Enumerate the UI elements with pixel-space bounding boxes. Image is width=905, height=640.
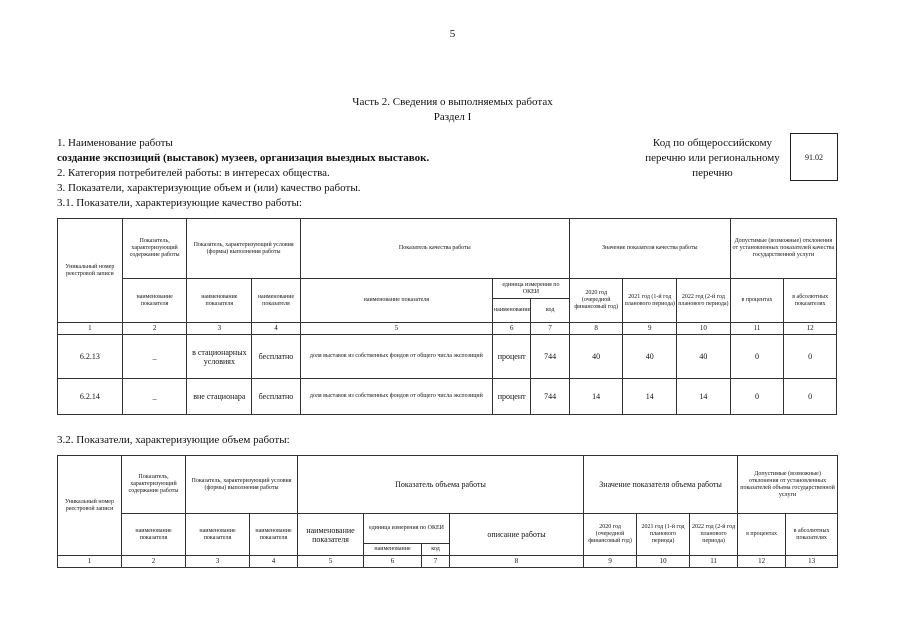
v-h-description: описание работы [450,514,584,556]
q-col-num: 9 [623,323,677,335]
q-col-num: 6 [492,323,530,335]
q-col-num: 10 [677,323,731,335]
code-box [790,133,838,181]
q-cell: 744 [531,379,569,415]
q-h-value: Значение показателя качества работы [569,219,730,279]
v-h-name-ind3: наименование показателя [250,514,298,556]
q-col-num: 12 [784,323,837,335]
q-h-content: Показатель, характеризующий содержание работы [122,219,187,279]
v-col-num: 3 [186,556,250,568]
v-col-num: 2 [122,556,186,568]
q-h-name-ind1: наименование показателя [122,279,187,323]
v-h-content: Показатель, характеризующий содержание работы [122,456,186,514]
work-name-value: создание экспозиций (выставок) музеев, организация выездных выставок. [57,152,430,164]
v-col-num: 13 [786,556,838,568]
q-cell: 0 [784,335,837,379]
page-title [0,95,905,125]
volume-table [57,455,838,568]
v-h-percent: в процентах [738,514,786,556]
code-value: 91.02 [805,152,823,162]
q-col-num: 1 [58,323,123,335]
v-h-volume: Показатель объема работы [298,456,584,514]
v-h-unit: единица измерения по ОКЕИ [364,514,450,544]
volume-heading: 3.2. Показатели, характеризующие объем работы: [57,434,290,446]
v-h-name-ind2: наименование показателя [186,514,250,556]
quality-table [57,218,837,415]
v-col-num: 11 [690,556,738,568]
v-h-name-ind4: наименование показателя [298,514,364,556]
q-cell: 6.2.14 [58,379,123,415]
v-h-name-ind1: наименование показателя [122,514,186,556]
q-cell: 6.2.13 [58,335,123,379]
code-label: Код по общероссийскому перечню или региональному перечню [645,137,780,179]
q-col-num: 2 [122,323,187,335]
section-title: Раздел I [433,111,472,123]
v-col-num: 1 [58,556,122,568]
q-col-num: 3 [187,323,252,335]
v-col-num: 5 [298,556,364,568]
v-col-num: 6 [364,556,422,568]
v-h-deviation: Допустимые (возможные) отклонения от установленных показателей объема государственной услуги [738,456,838,514]
q-cell: процент [492,335,530,379]
work-name-label: 1. Наименование работы [57,137,173,149]
v-h-conditions: Показатель, характеризующий условия (формы) выполнения работы [186,456,298,514]
v-h-y2020: 2020 год (очередной финансовый год) [584,514,637,556]
q-h-unit-code: код [531,299,569,323]
q-cell: доля выставок из собственных фондов от общего числа экспозиций [300,335,492,379]
q-cell: доля выставок из собственных фондов от общего числа экспозиций [300,379,492,415]
q-h-conditions: Показатель, характеризующий условия (формы) выполнения работы [187,219,300,279]
q-cell: бесплатно [252,379,301,415]
q-h-deviation: Допустимые (возможные) отклонения от установленных показателей качества государственной услуги [730,219,836,279]
q-cell: 14 [623,379,677,415]
v-h-value: Значение показателя объема работы [584,456,738,514]
indicators-heading: 3. Показатели, характеризующие объем и (или) качество работы. [57,182,361,194]
q-h-absolute: в абсолютных показателях [784,279,837,323]
q-col-num: 5 [300,323,492,335]
q-cell: _ [122,379,187,415]
v-h-unit-name: наименование [364,544,422,556]
v-h-y2022: 2022 год (2-й год планового периода) [690,514,738,556]
q-h-unique: Уникальный номер реестровой записи [58,219,123,323]
q-h-y2021: 2021 год (1-й год планового периода) [623,279,677,323]
q-h-unit-name: наименование [492,299,530,323]
q-cell: вне стационара [187,379,252,415]
q-h-unit: единица измерения по ОКЕИ [492,279,569,299]
q-cell: 744 [531,335,569,379]
v-h-absolute: в абсолютных показателях [786,514,838,556]
q-cell: 0 [784,379,837,415]
q-h-name-ind4: наименование показателя [300,279,492,323]
part-title: Часть 2. Сведения о выполняемых работах [352,96,553,108]
q-cell: 14 [677,379,731,415]
v-col-num: 7 [422,556,450,568]
q-col-num: 4 [252,323,301,335]
v-h-unique: Уникальный номер реестровой записи [58,456,122,556]
q-cell: 0 [730,335,784,379]
q-cell: процент [492,379,530,415]
q-cell: 0 [730,379,784,415]
q-cell: 40 [677,335,731,379]
q-cell: бесплатно [252,335,301,379]
q-cell: 14 [569,379,623,415]
consumer-category: 2. Категория потребителей работы: в интересах общества. [57,167,330,179]
page-number: 5 [449,28,456,40]
q-cell: 40 [623,335,677,379]
v-col-num: 10 [637,556,690,568]
q-cell: 40 [569,335,623,379]
q-h-y2020: 2020 год (очередной финансовый год) [569,279,623,323]
q-h-quality: Показатель качества работы [300,219,569,279]
q-col-num: 7 [531,323,569,335]
v-h-unit-code: код [422,544,450,556]
v-h-y2021: 2021 год (1-й год планового периода) [637,514,690,556]
q-h-percent: в процентах [730,279,784,323]
q-h-y2022: 2022 год (2-й год планового периода) [677,279,731,323]
v-col-num: 9 [584,556,637,568]
q-h-name-ind3: наименование показателя [252,279,301,323]
q-h-name-ind2: наименование показателя [187,279,252,323]
v-col-num: 4 [250,556,298,568]
v-col-num: 8 [450,556,584,568]
q-col-num: 8 [569,323,623,335]
q-col-num: 11 [730,323,784,335]
q-cell: _ [122,335,187,379]
q-cell: в стационарных условиях [187,335,252,379]
quality-heading: 3.1. Показатели, характеризующие качество работы: [57,197,302,209]
v-col-num: 12 [738,556,786,568]
